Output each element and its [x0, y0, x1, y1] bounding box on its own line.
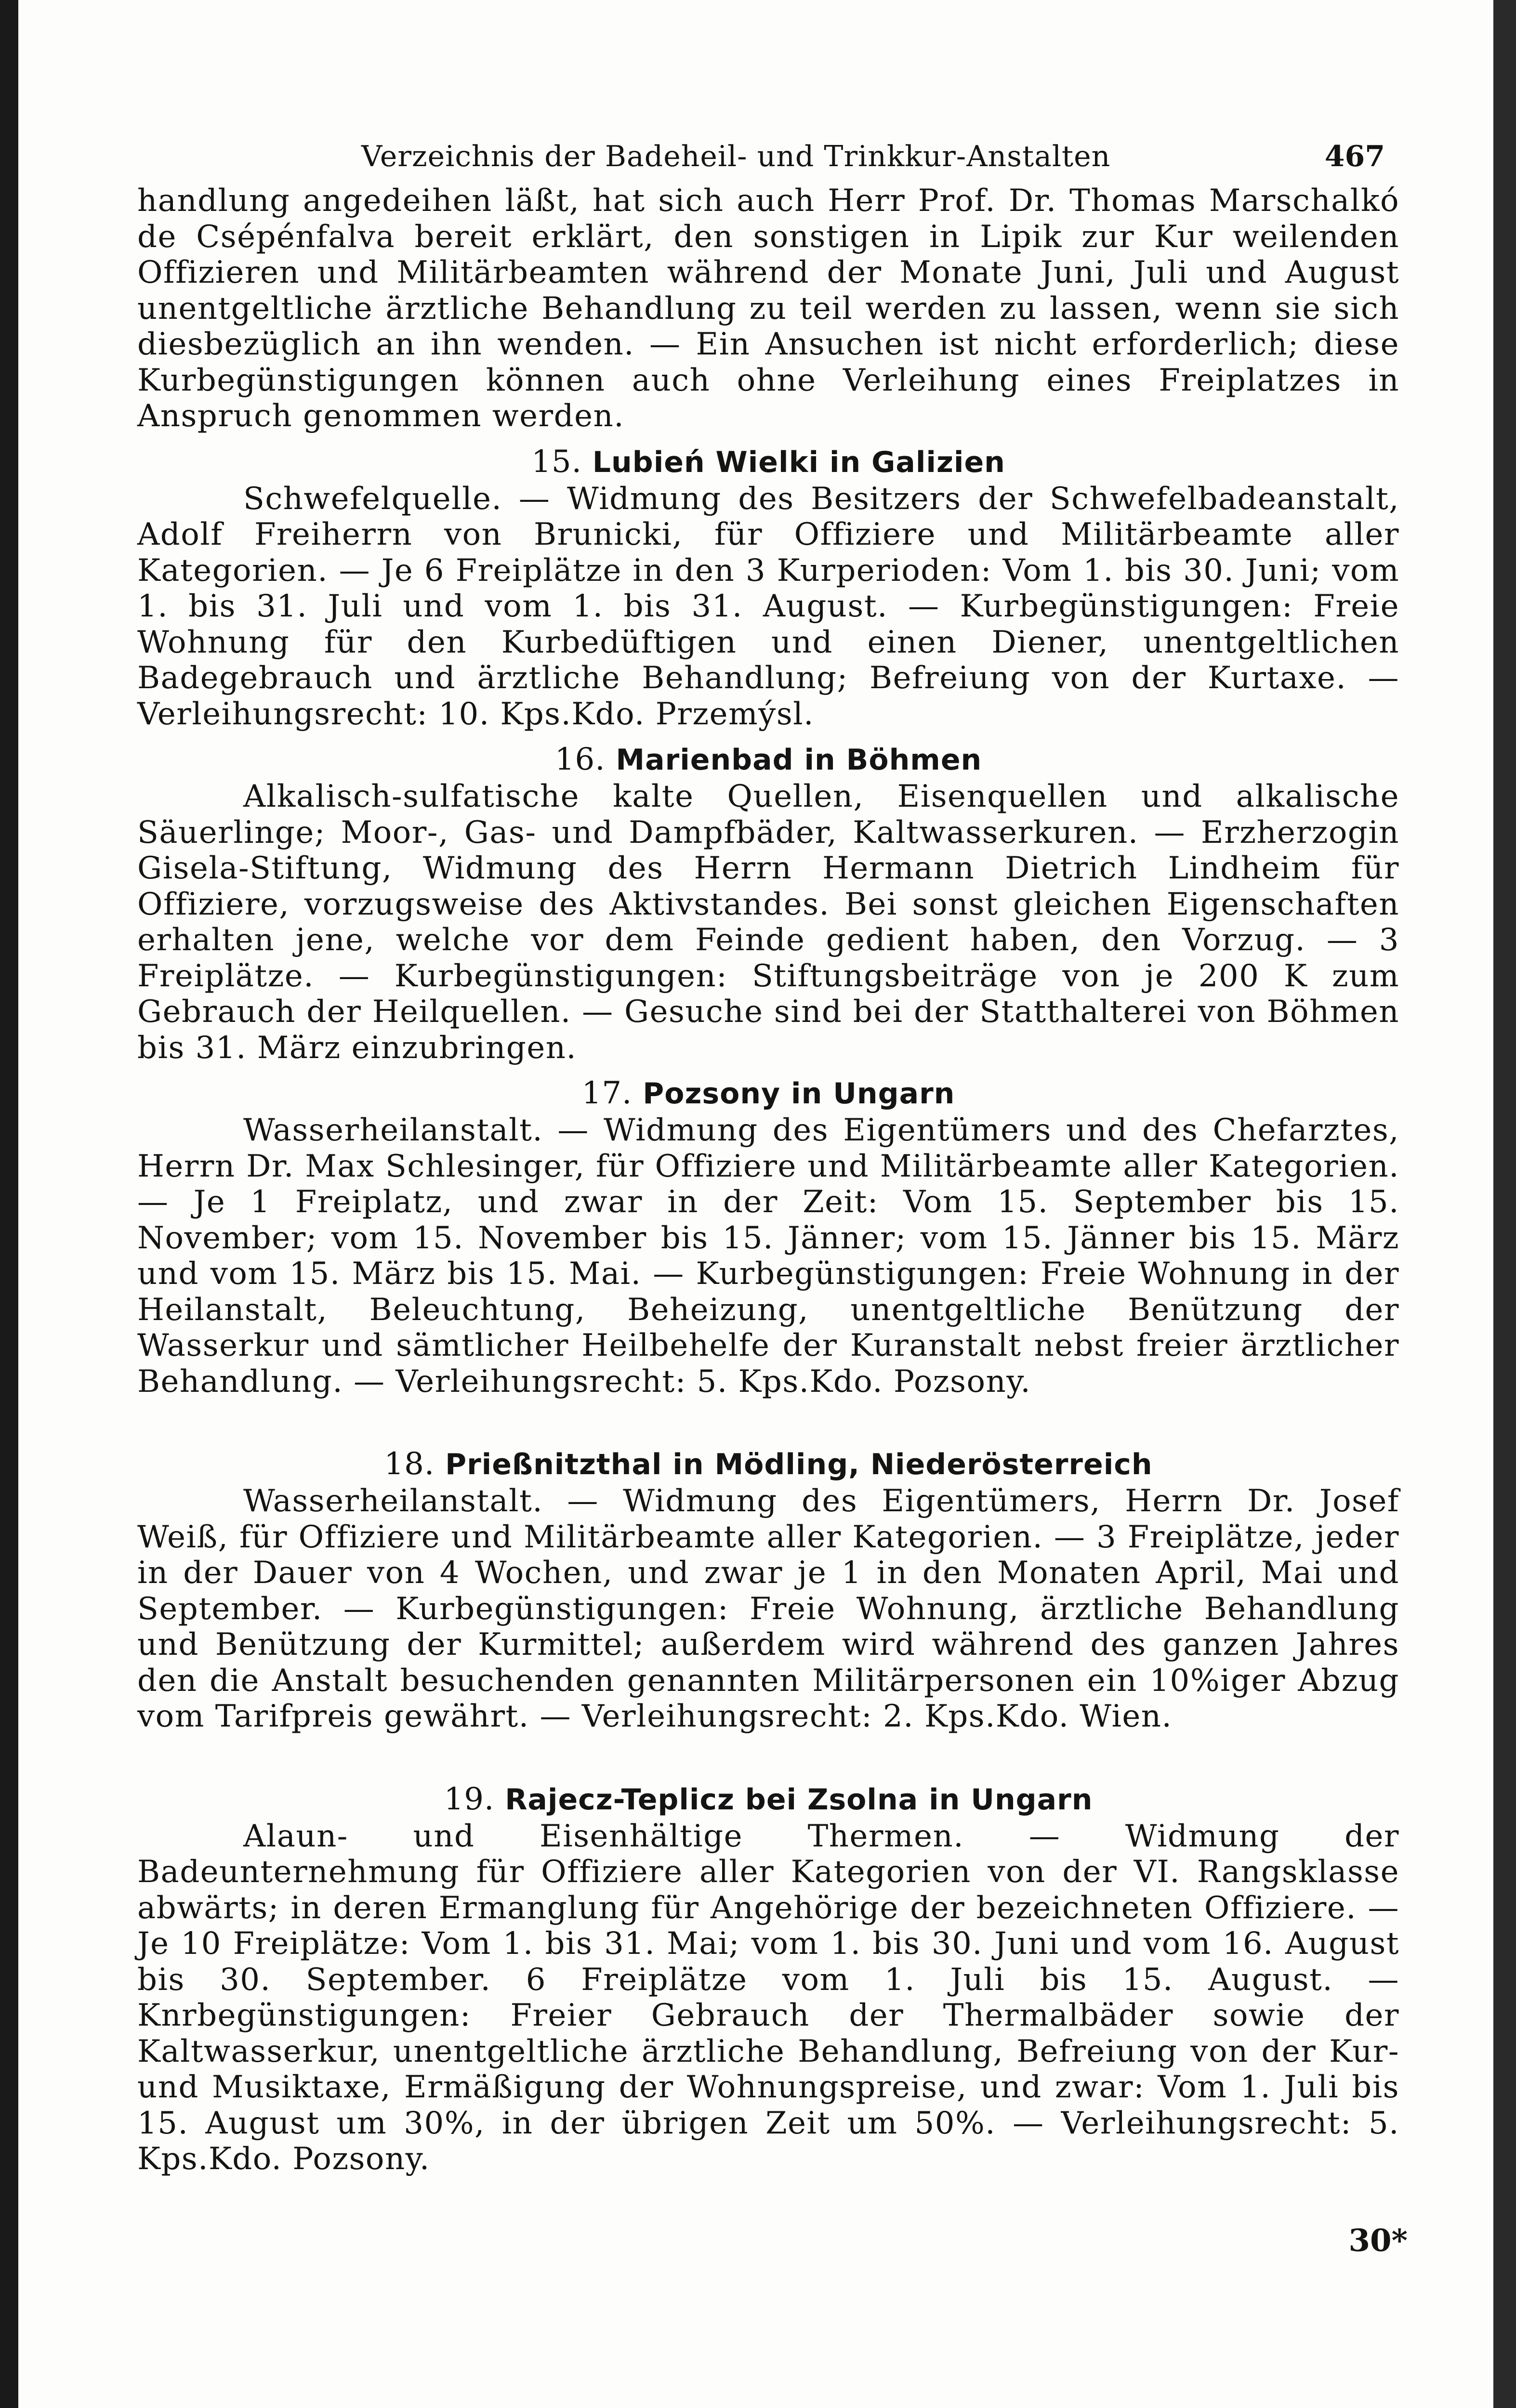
- section-heading: [137, 1445, 1399, 1483]
- section-title: Prießnitzthal in Mödling, Niederösterreich: [445, 1448, 1153, 1481]
- section-heading: [137, 1780, 1399, 1819]
- section-text: Wasserheilanstalt. — Widmung des Eigentümers, Herrn Dr. Josef Weiß, für Offiziere und Militärbeamte aller Kategorien. — 3 Freiplätze, jeder in der Dauer von 4 Wochen, und zwar je 1 in den Monaten April, Mai und September. — Kurbegünstigungen: Freie Wohnung, ärztliche Behandlung und Benützung der Kurmittel; außerdem wird während des ganzen Jahres den die Anstalt besuchenden genannten Militärpersonen ein 10%iger Abzug vom Tarifpreis gewährt. — Verleihungsrecht: 2. Kps.Kdo. Wien.: [137, 1483, 1399, 1734]
- section-title: Marienbad in Böhmen: [616, 743, 982, 777]
- section-heading: [137, 741, 1399, 779]
- running-header: [137, 130, 1399, 183]
- section-number: 19.: [444, 1781, 495, 1817]
- section-priessnitzthal: [137, 1445, 1399, 1735]
- section-heading: [137, 1074, 1399, 1112]
- section-rajecz-teplicz: [137, 1780, 1399, 2177]
- section-heading: [137, 443, 1399, 481]
- section-number: 15.: [531, 444, 582, 480]
- section-text: Alaun- und Eisenhältige Thermen. — Widmung der Badeunternehmung für Offiziere aller Kategorien von der VI. Rangsklasse abwärts; in deren Ermanglung für Angehörige der bezeichneten Offiziere. — Je 10 Freiplätze: Vom 1. bis 31. Mai; vom 1. bis 30. Juni und vom 16. August bis 30. September. 6 Freiplätze vom 1. Juli bis 15. August. — Knrbegünstigungen: Freier Gebrauch der Thermalbäder sowie der Kaltwasserkur, unentgeltliche ärztliche Behandlung, Befreiung von der Kur- und Musiktaxe, Ermäßigung der Wohnungspreise, und zwar: Vom 1. Juli bis 15. August um 30%, in der übrigen Zeit um 50%. — Verleihungsrecht: 5. Kps.Kdo. Pozsony.: [137, 1818, 1399, 2177]
- section-text: Schwefelquelle. — Widmung des Besitzers der Schwefelbadeanstalt, Adolf Freiherrn von Brunicki, für Offiziere und Militärbeamte aller Kategorien. — Je 6 Freiplätze in den 3 Kurperioden: Vom 1. bis 30. Juni; vom 1. bis 31. Juli und vom 1. bis 31. August. — Kurbegünstigungen: Freie Wohnung für den Kurbedüftigen und einen Diener, unentgeltlichen Badegebrauch und ärztliche Behandlung; Befreiung von der Kurtaxe. — Verleihungsrecht: 10. Kps.Kdo. Przemýsl.: [137, 481, 1399, 732]
- page-number: 467: [1324, 140, 1385, 173]
- section-title: Lubień Wielki in Galizien: [592, 445, 1005, 479]
- section-lubien: [137, 443, 1399, 733]
- signature-mark: 30*: [1348, 2223, 1408, 2259]
- section-text: Alkalisch-sulfatische kalte Quellen, Eisenquellen und alkalische Säuerlinge; Moor-, Gas- und Dampfbäder, Kaltwasserkuren. — Erzherzogin Gisela-Stiftung, Widmung des Herrn Hermann Dietrich Lindheim für Offiziere, vorzugsweise des Aktivstandes. Bei sonst gleichen Eigenschaften erhalten jene, welche vor dem Feinde gedient haben, den Vorzug. — 3 Freiplätze. — Kurbegünstigungen: Stiftungsbeiträge von je 200 K zum Gebrauch der Heilquellen. — Gesuche sind bei der Statthalterei von Böhmen bis 31. März einzubringen.: [137, 779, 1399, 1066]
- scan-edge-left: [0, 0, 18, 2408]
- intro-paragraph: handlung angedeihen läßt, hat sich auch Herr Prof. Dr. Thomas Marschalkó de Csépénfalva bereit erklärt, den sonstigen in Lipik zur Kur weilenden Offizieren und Militärbeamten während der Monate Juni, Juli und August unentgeltliche ärztliche Behandlung zu teil werden zu lassen, wenn sie sich diesbezüglich an ihn wenden. — Ein Ansuchen ist nicht erforderlich; diese Kurbegünstigungen können auch ohne Verleihung eines Freiplatzes in Anspruch genommen werden.: [137, 183, 1399, 434]
- section-title: Pozsony in Ungarn: [643, 1077, 955, 1111]
- scan-edge-right: [1493, 0, 1516, 2408]
- section-marienbad: [137, 741, 1399, 1066]
- running-title: Verzeichnis der Badeheil- und Trinkkur-Anstalten: [361, 140, 1111, 173]
- section-number: 17.: [581, 1075, 633, 1111]
- section-pozsony: [137, 1074, 1399, 1400]
- section-number: 18.: [384, 1446, 435, 1482]
- section-text: Wasserheilanstalt. — Widmung des Eigentümers und des Chefarztes, Herrn Dr. Max Schlesinger, für Offiziere und Militärbeamte aller Kategorien. — Je 1 Freiplatz, und zwar in der Zeit: Vom 15. September bis 15. November; vom 15. November bis 15. Jänner; vom 15. Jänner bis 15. März und vom 15. März bis 15. Mai. — Kurbegünstigungen: Freie Wohnung in der Heilanstalt, Beleuchtung, Beheizung, unentgeltliche Benützung der Wasserkur und sämtlicher Heilbehelfe der Kuranstalt nebst freier ärztlicher Behandlung. — Verleihungsrecht: 5. Kps.Kdo. Pozsony.: [137, 1112, 1399, 1400]
- section-title: Rajecz-Teplicz bei Zsolna in Ungarn: [505, 1782, 1093, 1817]
- page-content: [137, 130, 1399, 2177]
- section-number: 16.: [554, 742, 606, 777]
